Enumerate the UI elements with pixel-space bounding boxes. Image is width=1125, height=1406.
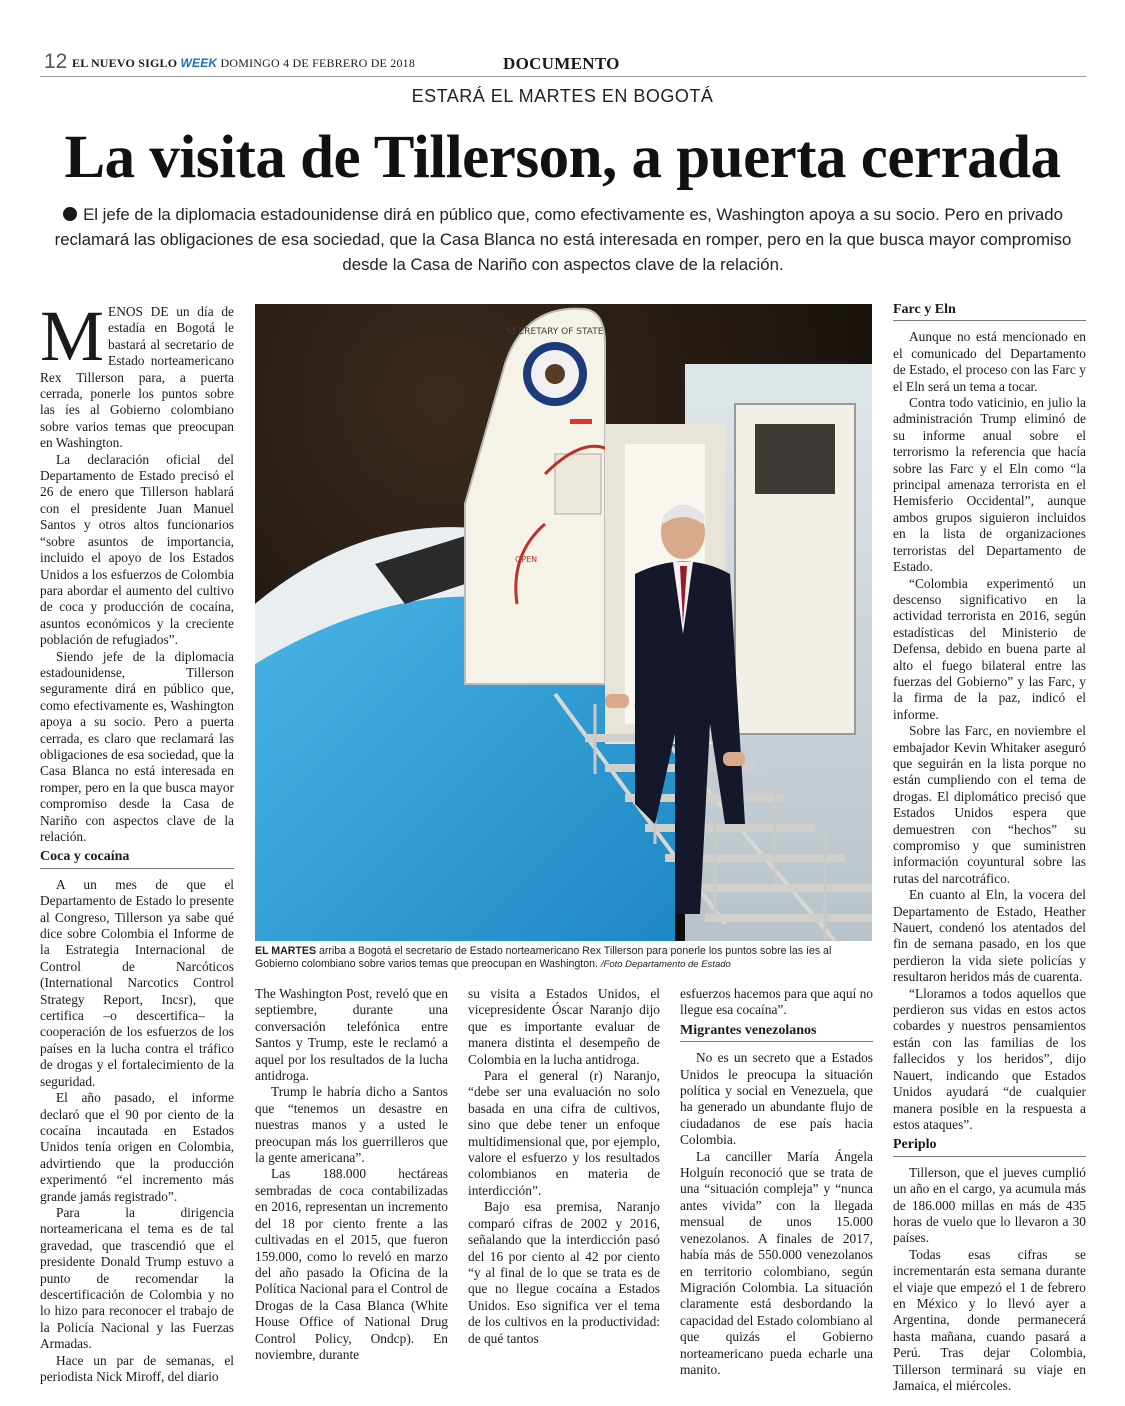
paragraph: “Colombia experimentó un descenso significativo en la actividad terrorista en 2016, según estadísticas del Ministerio de Defensa, debido en buena parte al alto el fuego bilateral entre las fuerzas del Gobierno” y las Farc, y la firma de la paz, indicó el informe. [893, 575, 1086, 722]
main-photo [255, 304, 872, 941]
paragraph: Trump le habría dicho a Santos que “tenemos un desastre en nuestras manos y a usted le preocupan más los guerrilleros que la gente americana”. [255, 1084, 448, 1166]
paragraph: Hace un par de semanas, el periodista Nick Miroff, del diario [40, 1352, 234, 1384]
article-column-2 [255, 986, 448, 1363]
paragraph: Sobre las Farc, en noviembre el embajador Kevin Whitaker aseguró que seguirán en la lista porque no están cumpliendo con el tema de drogas. El diplomático precisó que Estados Unidos espera que demuestren con “hechos” su compromiso y que suministren información coyuntural sobre las rutas del narcotráfico. [893, 723, 1086, 886]
header-divider [40, 76, 1086, 77]
paragraph: A un mes de que el Departamento de Estado lo presente al Congreso, Tillerson ya sabe qué dice sobre Colombia el Informe de la Estrategia Internacional de Control de Narcóticos (International Narcotics Control Strategy Report, Incsr), que certifica –o descertifica– la cooperación de los esfuerzos de los países en la lucha contra el tráfico de drogas y el fortalecimiento de la seguridad. [40, 876, 234, 1089]
article-column-3 [468, 986, 660, 1347]
paragraph: Contra todo vaticinio, en julio la administración Trump eliminó de su informe anual sobre el terrorismo la referencia que hacía sobre las Farc y el Eln como “la principal amenaza terrorista en el Hemisferio Occidental”, aunque ambos grupos siguieron incluidos en la lista de organizaciones terroristas del Departamento de Estado. [893, 395, 1086, 575]
door-seal-text: SECRETARY OF STATE [506, 327, 604, 337]
paragraph: Bajo esa premisa, Naranjo comparó cifras de 2002 y 2016, señalando que la interdicción pasó del 16 por ciento al 42 por ciento “y al final de lo que se trata es de que no llegue cocaína a Estados Unidos. Eso significa ver el tema de los cultivos en la productividad: de qué tantos [468, 1199, 660, 1346]
paragraph: Siendo jefe de la diplomacia estadounidense, Tillerson seguramente dirá en público que, como efectivamente es, Washington apoya a su socio. Pero a puerta cerrada, es claro que reclamará las obligaciones de esa sociedad, que la Casa Blanca no está interesada en romper, pero en la que busca mayor compromiso desde la Casa de Nariño con aspectos clave de la relación. [40, 648, 234, 844]
paragraph: Las 188.000 hectáreas sembradas de coca contabilizadas en 2016, representan un incremento del 18 por ciento frente a las cultivadas en el 2015, que fueron 159.000, como lo reveló en marzo del año pasado la Oficina de la Política Nacional para el Control de Drogas de la Casa Blanca (White House Office of National Drug Control Policy, Ondcp). En noviembre, durante [255, 1166, 448, 1362]
article-column-5 [893, 302, 1086, 1394]
paragraph-text: ENOS DE un día de estadía en Bogotá le bastará al secretario de Estado norteamericano Rex Tillerson para, a puerta cerrada, ponerle los puntos sobre las íes al Gobierno colombiano sobre varios temas que preocupan en Washington. [40, 304, 234, 451]
paragraph: Para la dirigencia norteamericana el tema es de tal gravedad, que trascendió que el presidente Donald Trump estuvo a punto de recomendar la descertificación de Colombia y no lo hizo para reconocer el trabajo de la Policía Nacional y las Fuerzas Armadas. [40, 1204, 234, 1352]
photo-credit: /Foto Departamento de Estado [600, 959, 731, 970]
kicker: ESTARÁ EL MARTES EN BOGOTÁ [411, 86, 714, 106]
paragraph: Tillerson, que el jueves cumplió un año en el cargo, ya acumula más de 186.000 millas en más de 435 horas de vuelo que lo llevaron a 30 países. [893, 1164, 1086, 1246]
paragraph: No es un secreto que a Estados Unidos le preocupa la situación política y social en Venezuela, que ha generado un abundante flujo de ciudadanos de ese país hacia Colombia. [680, 1050, 873, 1148]
headline: La visita de Tillerson, a puerta cerrada [64, 124, 1061, 191]
paragraph: En cuanto al Eln, la vocera del Departamento de Estado, Heather Nauert, condenó los atentados del fin de semana pasado, en los que perdieron la vida siete policías y resultaron heridos más de cuarenta. [893, 887, 1086, 985]
deck [46, 202, 1080, 277]
door-label: OPEN [515, 555, 538, 564]
subhead: Migrantes venezolanos [680, 1023, 873, 1042]
subhead: Farc y Eln [893, 302, 1086, 321]
paragraph: Para el general (r) Naranjo, “debe ser una evaluación no solo basada en una cifra de cultivos, sino que debe tener un enfoque multidimensional que, por ejemplo, valore el esfuerzo y los resultados colombianos en materia de interdicción”. [468, 1068, 660, 1198]
paragraph: La canciller María Ángela Holguín reconoció que se trata de una “situación compleja” y “nunca antes vivida” con la llegada mensual de unos 15.000 venezolanos. A finales de 2017, había más de 550.000 venezolanos en territorio colombiano, según Migración Colombia. La situación claramente está desbordando la capacidad del Estado colombiano al que quizás el Gobierno norteamericano pueda echarle una manito. [680, 1148, 873, 1377]
article-column-4 [680, 986, 873, 1378]
paragraph: su visita a Estados Unidos, el vicepresidente Óscar Naranjo dijo que es importante evaluar de manera distinta el desempeño de Colombia en la lucha antidroga. [468, 986, 660, 1067]
article-column-1 [40, 296, 234, 1385]
paragraph: “Lloramos a todos aquellos que perdieron sus vidas en estos actos cobardes y nuestros pensamientos están con las familias de los fallecidos y los heridos”, dijo Nauert, indicando que Estados Unidos ayudará “de cualquier manera posible en la respuesta a estos ataques”. [893, 985, 1086, 1132]
caption-text: arriba a Bogotá el secretario de Estado norteamericano Rex Tillerson para ponerle los puntos sobre las íes al Gobierno colombiano sobre varios temas que preocupan en Washington. [255, 945, 832, 970]
caption-lead: EL MARTES [255, 945, 317, 957]
paragraph: The Washington Post, reveló que en septiembre, durante una conversación telefónica entre Santos y Trump, este le reclamó a aquel por los resultados de la lucha antidroga. [255, 986, 448, 1084]
photo-caption [255, 945, 872, 971]
subhead: Periplo [893, 1137, 1086, 1156]
paragraph: Aunque no está mencionado en el comunicado del Departamento de Estado, el proceso con las Farc y el Eln será un tema a tocar. [893, 329, 1086, 394]
subhead: Coca y cocaína [40, 849, 234, 868]
paragraph: Todas esas cifras se incrementarán esta semana durante el viaje que empezó el 1 de febrero en México y lo llevó ayer a Argentina, donde permanecerá hasta mañana, cuando pasará a Perú. Tras dejar Colombia, Tillerson terminará su viaje en Jamaica, el miércoles. [893, 1246, 1086, 1393]
lead-paragraph [40, 296, 234, 452]
supplement-name: WEEK [180, 56, 218, 70]
paragraph: La declaración oficial del Departamento de Estado precisó el 26 de enero que Tillerson hablará con el presidente Juan Manuel Santos y otros altos funcionarios “sobre asuntos de importancia, incluido el apoyo de los Estados Unidos a los esfuerzos de Colombia para abordar el aumento del cultivo de coca y producción de cocaína, asuntos económicos y la creciente población de refugiados”. [40, 451, 234, 648]
page-number: 12 [44, 50, 68, 73]
paper-name: EL NUEVO SIGLO [72, 56, 178, 70]
paragraph: esfuerzos hacemos para que aquí no llegue esa cocaína”. [680, 986, 873, 1018]
masthead-line [72, 56, 415, 71]
issue-date: DOMINGO 4 DE FEBRERO DE 2018 [220, 56, 416, 70]
paragraph: El año pasado, el informe declaró que el 90 por ciento de la cocaína incautada en Estados Unidos tenía origen en Colombia, advirtiendo que la producción experimentó “el incremento más grande jamás registrado”. [40, 1090, 234, 1204]
section-title: DOCUMENTO [503, 54, 620, 73]
drop-cap: M [40, 296, 105, 376]
plane-stairs-illustration [255, 304, 872, 941]
bullet-icon [63, 207, 77, 221]
deck-text: El jefe de la diplomacia estadounidense dirá en público que, como efectivamente es, Washington apoya a su socio. Pero en privado reclamará las obligaciones de esa sociedad, que la Casa Blanca no está interesada en romper, pero en la que busca mayor compromiso desde la Casa de Nariño con aspectos clave de la relación. [54, 205, 1072, 274]
